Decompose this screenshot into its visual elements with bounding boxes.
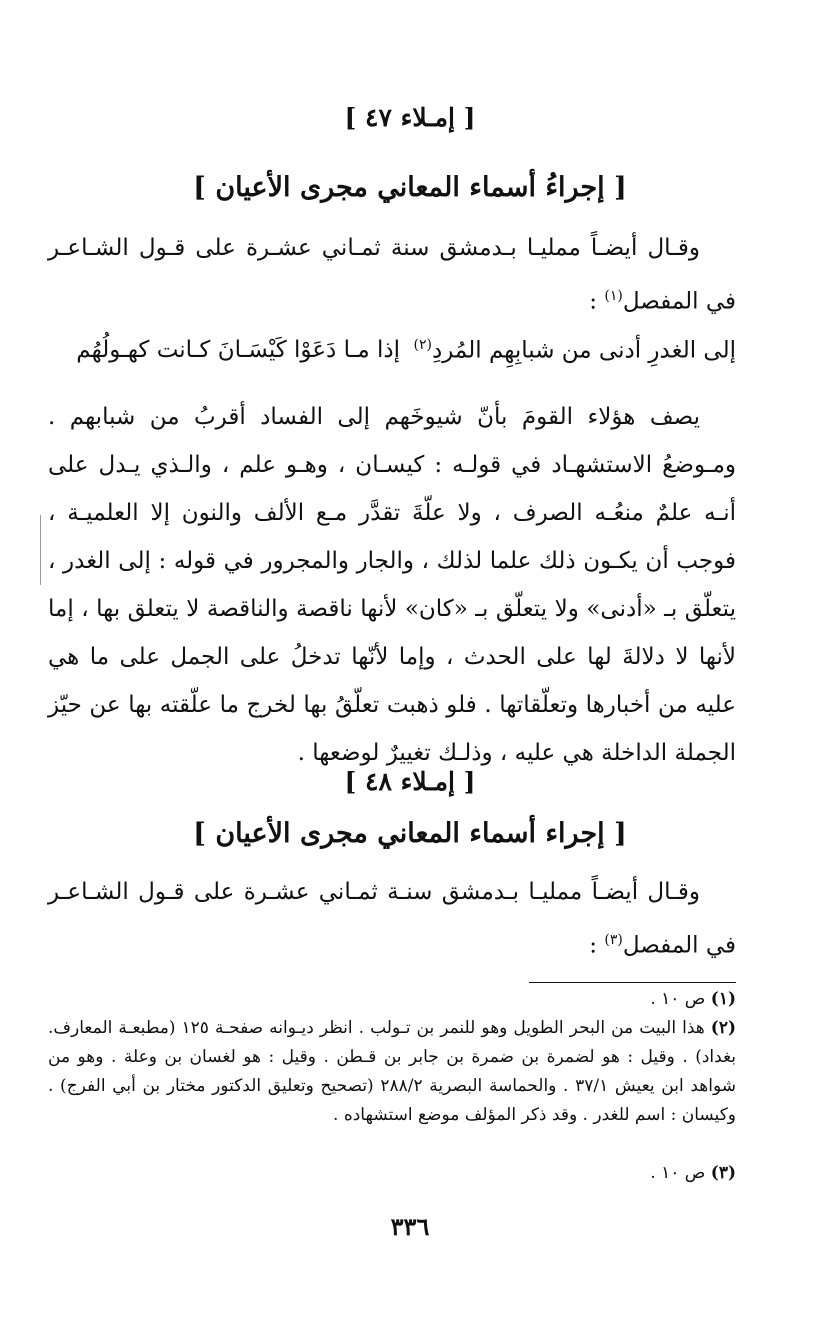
footnote-1-text: ص ١٠ .	[650, 989, 711, 1009]
footnote-2	[48, 1014, 736, 1130]
footnote-3-number: (٣)	[710, 1163, 736, 1183]
imla-48-heading: [ إمـلاء ٤٨ ]	[344, 767, 476, 796]
imla-47-heading: [ إمـلاء ٤٧ ]	[344, 103, 476, 132]
verse-second-text: إلى الغدرِ أدنى من شبابِهِم المُردِ	[432, 337, 736, 364]
intro-colon: :	[589, 288, 605, 315]
intro-colon-2: :	[589, 932, 605, 959]
footnote-1-number: (١)	[710, 989, 736, 1009]
footnote-1	[48, 985, 736, 1014]
footnote-ref-1: (١)	[604, 288, 623, 304]
intro-text-2: وقـال أيضـاً ممليـا بـدمشق سنـة ثمـاني عشـرة على قـول الشـاعـر في المفصل	[48, 879, 736, 959]
footnote-2-number: (٢)	[710, 1018, 736, 1038]
footnote-ref-2: (٢)	[413, 337, 432, 353]
section-2-subtitle: [ إجراء أسماء المعاني مجرى الأعيان ]	[193, 818, 627, 849]
page-number: ٣٣٦	[390, 1212, 430, 1241]
verse-second-hemistich	[414, 337, 736, 364]
footnote-ref-3: (٣)	[604, 932, 623, 948]
intro-text: وقـال أيضـاً ممليـا بـدمشق سنة ثمـاني عشـرة على قـول الشـاعـر في المفصل	[48, 235, 736, 315]
footnote-3-text: ص ١٠ .	[650, 1163, 711, 1183]
section-1-subtitle: [ إجراءُ أسماء المعاني مجرى الأعيان ]	[193, 172, 627, 203]
commentary-paragraph: يصف هؤلاء القومَ بأنّ شيوخَهم إلى الفساد أقربُ من شبابهم . ومـوضعُ الاستشهـاد في قولـه : كيسـان ، وهـو علم ، والـذي يـدل على أنـه علمٌ منعُـه الصرف ، ولا علّةَ تقدَّر مـع الألف والنون إلا العلميـة ، فوجب أن يكـون ذلك علما لذلك ، والجار والمجرور في قوله : إلى الغدر ، يتعلّق بـ «أدنى» ولا يتعلّق بـ «كان» لأنها ناقصة والناقصة لا يتعلق بها ، إما لأنها لا دلالةَ لها على الحدث ، وإما لأنّها تدخلُ على الجمل على ما هي عليه من أخبارها وتعلّقاتها . فلو ذهبت تعلّقُ بها لخرج ما علّقته بها عن حيّز الجملة الداخلة هي عليه ، وذلـك تغييرٌ لوضعها .	[48, 404, 736, 766]
section-1-intro	[48, 224, 736, 326]
margin-mark	[40, 515, 41, 585]
footnote-separator	[529, 982, 736, 983]
footnote-3	[48, 1159, 736, 1188]
section-2-intro	[48, 868, 736, 970]
verse-first-hemistich: إذا مـا دَعَوْا كَيْسَـانَ كـانت كهـولُهُم	[76, 337, 400, 363]
footnote-2-text: هذا البيت من البحر الطويل وهو للنمر بن تـولب . انظر ديـوانه صفحـة ١٢٥ (مطبعـة المعارف. بغداد) . وقيل : هو لضمرة بن ضمرة بن جابر بن قـطن . وقيل : هو لغسان بن وعلة . وهو من شواهد ابن يعيش ٣٧/١ . والحماسة البصرية ٢٨٨/٢ (تصحيح وتعليق الدكتور مختار بن أبي الفرج) . وكيسان : اسم للغدر . وقد ذكر المؤلف موضع استشهاده .	[48, 1018, 736, 1125]
